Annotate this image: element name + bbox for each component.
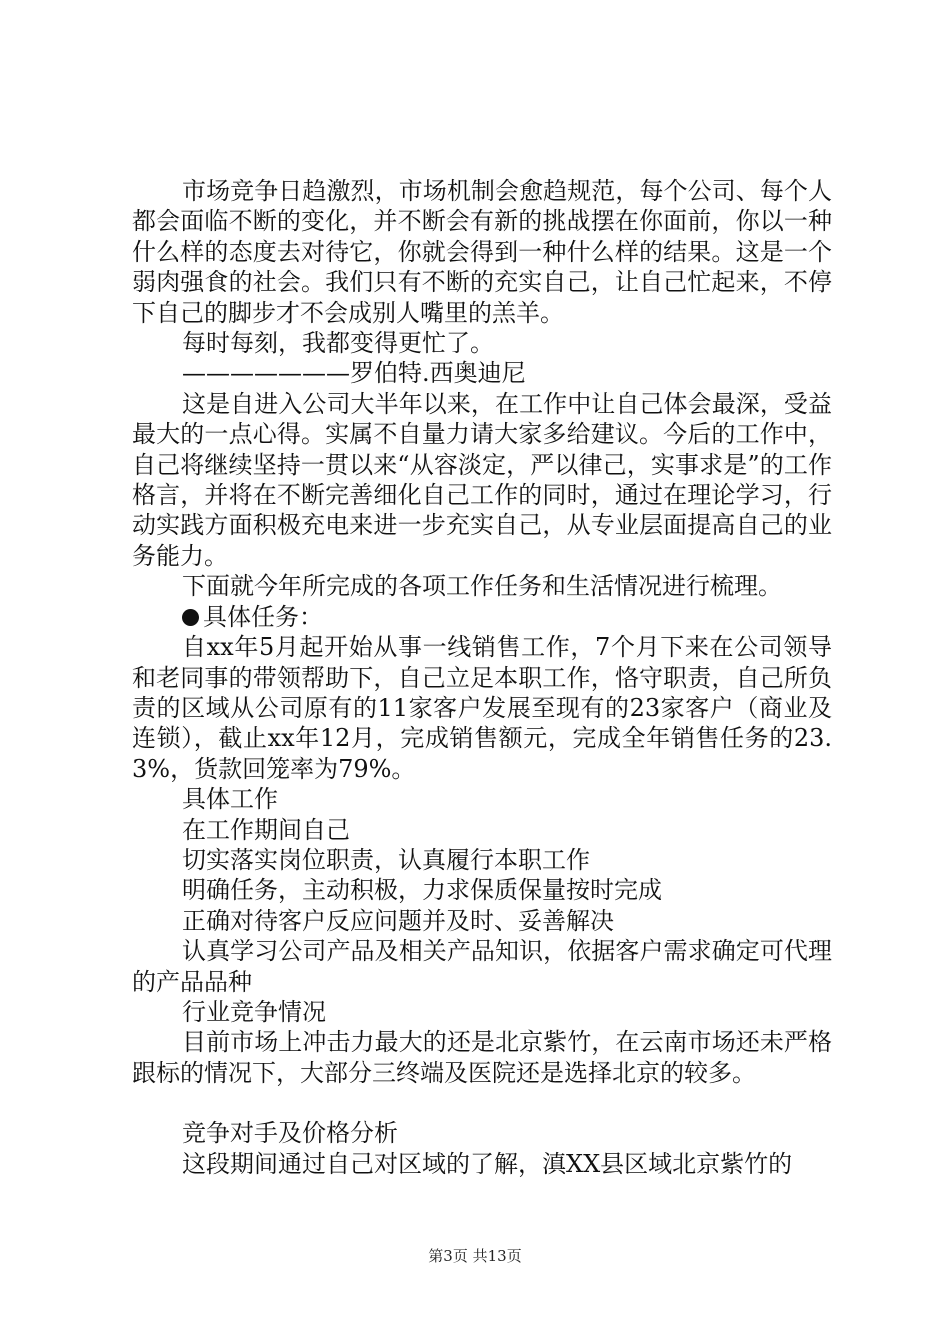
heading-industry-competition: 行业竞争情况 bbox=[182, 997, 326, 1026]
paragraph-during-work: 在工作期间自己 bbox=[182, 815, 350, 844]
paragraph-market-impact: 目前市场上冲击力最大的还是北京紫竹，在云南市场还未严格跟标的情况下，大部分三终端及医院还是选择北京的较多。 bbox=[132, 1028, 832, 1087]
document-body bbox=[132, 176, 832, 1179]
paragraph-experience: 这是自进入公司大半年以来，在工作中让自己体会最深，受益最大的一点心得。实属不自量力请大家多给建议。今后的工作中，自己将继续坚持一贯以来“从容淡定，严以律己，实事求是”的工作格言，并将在不断完善细化自己工作的同时，通过在理论学习，行动实践方面积极充电来进一步充实自己，从专业层面提高自己的业务能力。 bbox=[132, 389, 832, 570]
list-item-tasks: 明确任务，主动积极，力求保质保量按时完成 bbox=[182, 876, 662, 905]
bullet-dot-icon bbox=[182, 609, 199, 626]
paragraph-market-competition: 市场竞争日趋激烈，市场机制会愈趋规范，每个公司、每个人都会面临不断的变化，并不断会有新的挑战摆在你面前，你以一种什么样的态度去对待它，你就会得到一种什么样的结果。这是一个弱肉强食的社会。我们只有不断的充实自己，让自己忙起来，不停下自己的脚步才不会成别人嘴里的羔羊。 bbox=[132, 177, 832, 327]
paragraph-quote-author: ———————罗伯特.西奥迪尼 bbox=[182, 359, 526, 388]
blank-line bbox=[132, 1088, 832, 1118]
paragraph-busy-quote: 每时每刻，我都变得更忙了。 bbox=[182, 329, 494, 358]
heading-specific-work: 具体工作 bbox=[182, 785, 278, 814]
page-number-footer: 第3页 共13页 bbox=[428, 1247, 522, 1265]
paragraph-region-analysis: 这段期间通过自己对区域的了解，滇XX县区域北京紫竹的 bbox=[182, 1149, 793, 1178]
list-item-product-study: 认真学习公司产品及相关产品知识，依据客户需求确定可代理的产品品种 bbox=[132, 937, 832, 996]
list-item-duties: 切实落实岗位职责，认真履行本职工作 bbox=[182, 845, 590, 874]
heading-competitor-pricing: 竞争对手及价格分析 bbox=[182, 1119, 398, 1148]
heading-specific-tasks-text: 具体任务： bbox=[203, 602, 323, 631]
heading-specific-tasks bbox=[132, 602, 832, 632]
paragraph-sales-results: 自xx年5月起开始从事一线销售工作，7个月下来在公司领导和老同事的带领帮助下，自己立足本职工作，恪守职责，自己所负责的区域从公司原有的11家客户发展至现有的23家客户（商业及连锁），截止xx年12月，完成销售额元，完成全年销售任务的23.3%，货款回笼率为79%。 bbox=[132, 633, 832, 783]
list-item-customer-issues: 正确对待客户反应问题并及时、妥善解决 bbox=[182, 906, 614, 935]
paragraph-summary-intro: 下面就今年所完成的各项工作任务和生活情况进行梳理。 bbox=[182, 572, 782, 601]
